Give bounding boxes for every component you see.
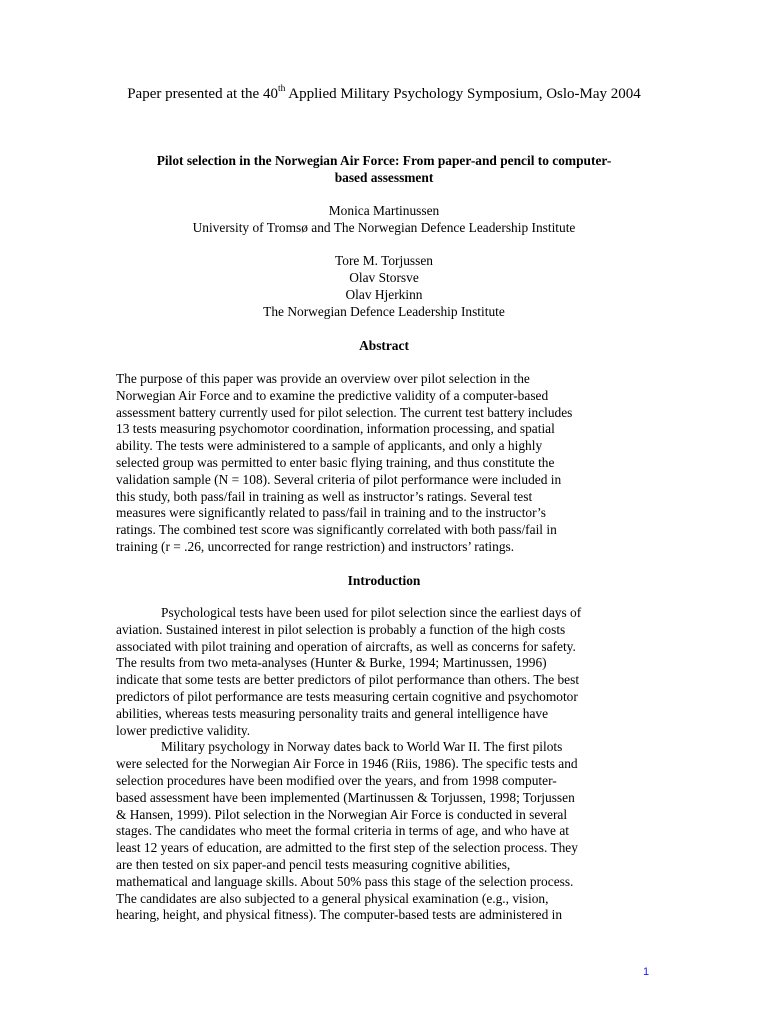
author-group — [0, 203, 768, 237]
header-prefix: Paper presented at the 40 — [127, 86, 278, 102]
paper-title — [112, 152, 656, 186]
page-number: 1 — [643, 966, 650, 978]
paragraph-line: associated with pilot training and operation of aircrafts, as well as concerns for safety. — [116, 638, 576, 654]
author-group — [0, 253, 768, 320]
paragraph-line: stages. The candidates who meet the formal criteria in terms of age, and who have at — [116, 823, 570, 839]
author-affiliation: University of Tromsø and The Norwegian Defence Leadership Institute — [192, 219, 576, 235]
author-name: Olav Storsve — [349, 270, 419, 286]
paragraph-line: & Hansen, 1999). Pilot selection in the Norwegian Air Force is conducted in several — [116, 806, 568, 822]
abstract-line: 13 tests measuring psychomotor coordination, information processing, and spatial — [116, 421, 555, 437]
abstract-line: measures were significantly related to pass/fail in training and to the instructor’s — [116, 505, 546, 521]
abstract-line: Norwegian Air Force and to examine the predictive validity of a computer-based — [116, 387, 549, 403]
paragraph-line: lower predictive validity. — [116, 722, 251, 738]
paragraph-line: abilities, whereas tests measuring personality traits and general intelligence have — [116, 705, 549, 721]
paragraph-line: were selected for the Norwegian Air Force in 1946 (Riis, 1986). The specific tests and — [116, 756, 578, 772]
introduction-heading: Introduction — [347, 573, 421, 588]
paragraph-line: selection procedures have been modified over the years, and from 1998 computer- — [116, 772, 557, 788]
title-line: Pilot selection in the Norwegian Air Force: From paper-and pencil to computer- — [156, 153, 612, 168]
conference-header — [0, 84, 768, 104]
abstract-heading: Abstract — [359, 338, 409, 353]
paragraph-line: Military psychology in Norway dates back to World War II. The first pilots — [161, 739, 563, 755]
paragraph-line: aviation. Sustained interest in pilot selection is probably a function of the high costs — [116, 621, 566, 637]
header-superscript: th — [277, 84, 286, 94]
paragraph-line: least 12 years of education, are admitted to the first step of the selection process. They — [116, 840, 578, 856]
author-name: Olav Hjerkinn — [345, 286, 423, 302]
author-list — [0, 203, 768, 337]
paragraph-line: Psychological tests have been used for pilot selection since the earliest days of — [161, 605, 582, 620]
introduction-body — [116, 605, 656, 924]
paragraph-line: based assessment have been implemented (Martinussen & Torjussen, 1998; Torjussen — [116, 789, 575, 805]
author-affiliation: The Norwegian Defence Leadership Institute — [263, 303, 505, 319]
paragraph-line: indicate that some tests are better predictors of pilot performance than others. The best — [116, 672, 580, 688]
header-suffix: Applied Military Psychology Symposium, Oslo-May 2004 — [285, 86, 641, 102]
abstract-line: selected group was permitted to enter basic flying training, and thus constitute the — [116, 454, 555, 470]
abstract-line: validation sample (N = 108). Several criteria of pilot performance were included in — [116, 471, 562, 487]
abstract-line: ability. The tests were administered to a sample of applicants, and only a highly — [116, 438, 543, 454]
abstract-line: training (r = .26, uncorrected for range restriction) and instructors’ ratings. — [116, 538, 515, 554]
author-name: Monica Martinussen — [328, 203, 440, 218]
paragraph-line: The candidates are also subjected to a general physical examination (e.g., vision, — [116, 890, 549, 906]
author-name: Tore M. Torjussen — [335, 253, 433, 269]
paragraph-line: mathematical and language skills. About 50% pass this stage of the selection process. — [116, 873, 574, 889]
paragraph-line: predictors of pilot performance are tests measuring certain cognitive and psychomotor — [116, 688, 578, 704]
abstract-line: ratings. The combined test score was significantly correlated with both pass/fail in — [116, 522, 557, 538]
paragraph-line: are then tested on six paper-and pencil tests measuring cognitive abilities, — [116, 856, 511, 872]
paragraph-line: The results from two meta-analyses (Hunter & Burke, 1994; Martinussen, 1996) — [116, 655, 547, 671]
abstract-line: The purpose of this paper was provide an overview over pilot selection in the — [116, 371, 530, 386]
abstract-body — [116, 371, 656, 556]
paragraph-line: hearing, height, and physical fitness). The computer-based tests are administered in — [116, 907, 563, 923]
title-line: based assessment — [334, 170, 434, 185]
abstract-line: assessment battery currently used for pilot selection. The current test battery includes — [116, 404, 573, 420]
abstract-line: this study, both pass/fail in training as well as instructor’s ratings. Several test — [116, 488, 533, 504]
